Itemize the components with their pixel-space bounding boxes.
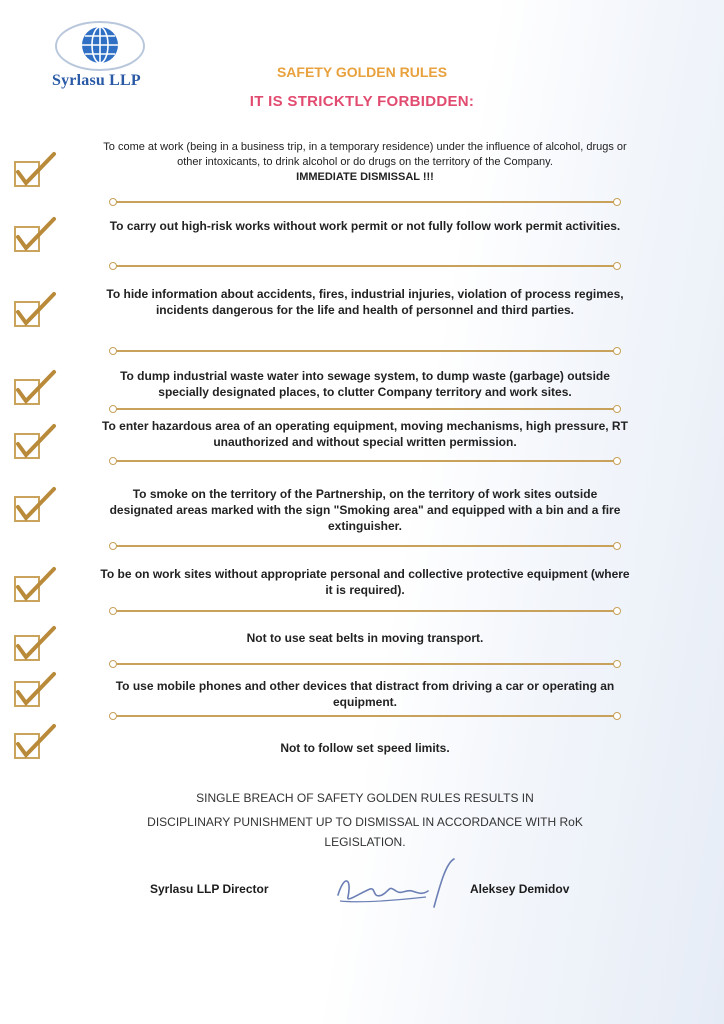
checkmark-icon — [12, 150, 58, 190]
divider — [110, 198, 620, 206]
rule-1 — [100, 140, 630, 185]
checkmark-icon — [12, 670, 58, 710]
checkmark-icon — [12, 368, 58, 408]
rule-7: To be on work sites without appropriate personal and collective protective equipment (where it is required). — [100, 567, 630, 597]
divider — [110, 712, 620, 720]
divider — [110, 262, 620, 270]
rule-4: To dump industrial waste water into sewage system, to dump waste (garbage) outside specially designated places, to clutter Company territory and work sites. — [120, 369, 610, 399]
checkmark-icon — [12, 422, 58, 462]
rule-2: To carry out high-risk works without work permit or not fully follow work permit activities. — [109, 219, 621, 233]
checkmark-icon — [12, 290, 58, 330]
rule-6: To smoke on the territory of the Partnership, on the territory of work sites outside designated areas marked with the sign "Smoking area" and equipped with a bin and a fire extinguisher. — [109, 487, 621, 533]
divider — [110, 347, 620, 355]
divider — [110, 457, 620, 465]
rule-1-note: IMMEDIATE DISMISSAL !!! — [296, 171, 434, 183]
company-name: Syrlasu LLP — [52, 72, 141, 89]
rule-3: To hide information about accidents, fires, industrial injuries, violation of process regimes, incidents dangerous for the life and health of personnel and third parties. — [106, 287, 624, 317]
rule-8: Not to use seat belts in moving transport. — [246, 631, 484, 645]
page-title: SAFETY GOLDEN RULES — [276, 64, 448, 80]
signatory-role: Syrlasu LLP Director — [150, 882, 269, 896]
checkmark-icon — [12, 624, 58, 664]
rule-9: To use mobile phones and other devices that distract from driving a car or operating an equipment. — [115, 679, 615, 709]
footer-line-2: DISCIPLINARY PUNISHMENT UP TO DISMISSAL IN ACCORDANCE WITH RoK LEGISLATION. — [147, 815, 583, 849]
checkmark-icon — [12, 565, 58, 605]
checkmark-icon — [12, 215, 58, 255]
rule-10: Not to follow set speed limits. — [280, 741, 450, 755]
page-subtitle: IT IS STRICKTLY FORBIDDEN: — [249, 93, 475, 110]
divider — [110, 405, 620, 413]
checkmark-icon — [12, 722, 58, 762]
footer-line-1: SINGLE BREACH OF SAFETY GOLDEN RULES RESULTS IN — [196, 791, 534, 805]
divider — [110, 660, 620, 668]
rule-1-text: To come at work (being in a business trip, in a temporary residence) under the influence of alcohol, drugs or other intoxicants, to drink alcohol or do drugs on the territory of the Company. — [103, 141, 627, 168]
company-logo — [46, 18, 156, 98]
rule-5: To enter hazardous area of an operating equipment, moving mechanisms, high pressure, RT unauthorized and without special written permission. — [102, 419, 628, 449]
divider — [110, 542, 620, 550]
checkmark-icon — [12, 485, 58, 525]
divider — [110, 607, 620, 615]
signature — [330, 855, 460, 915]
signatory-name: Aleksey Demidov — [470, 882, 570, 896]
